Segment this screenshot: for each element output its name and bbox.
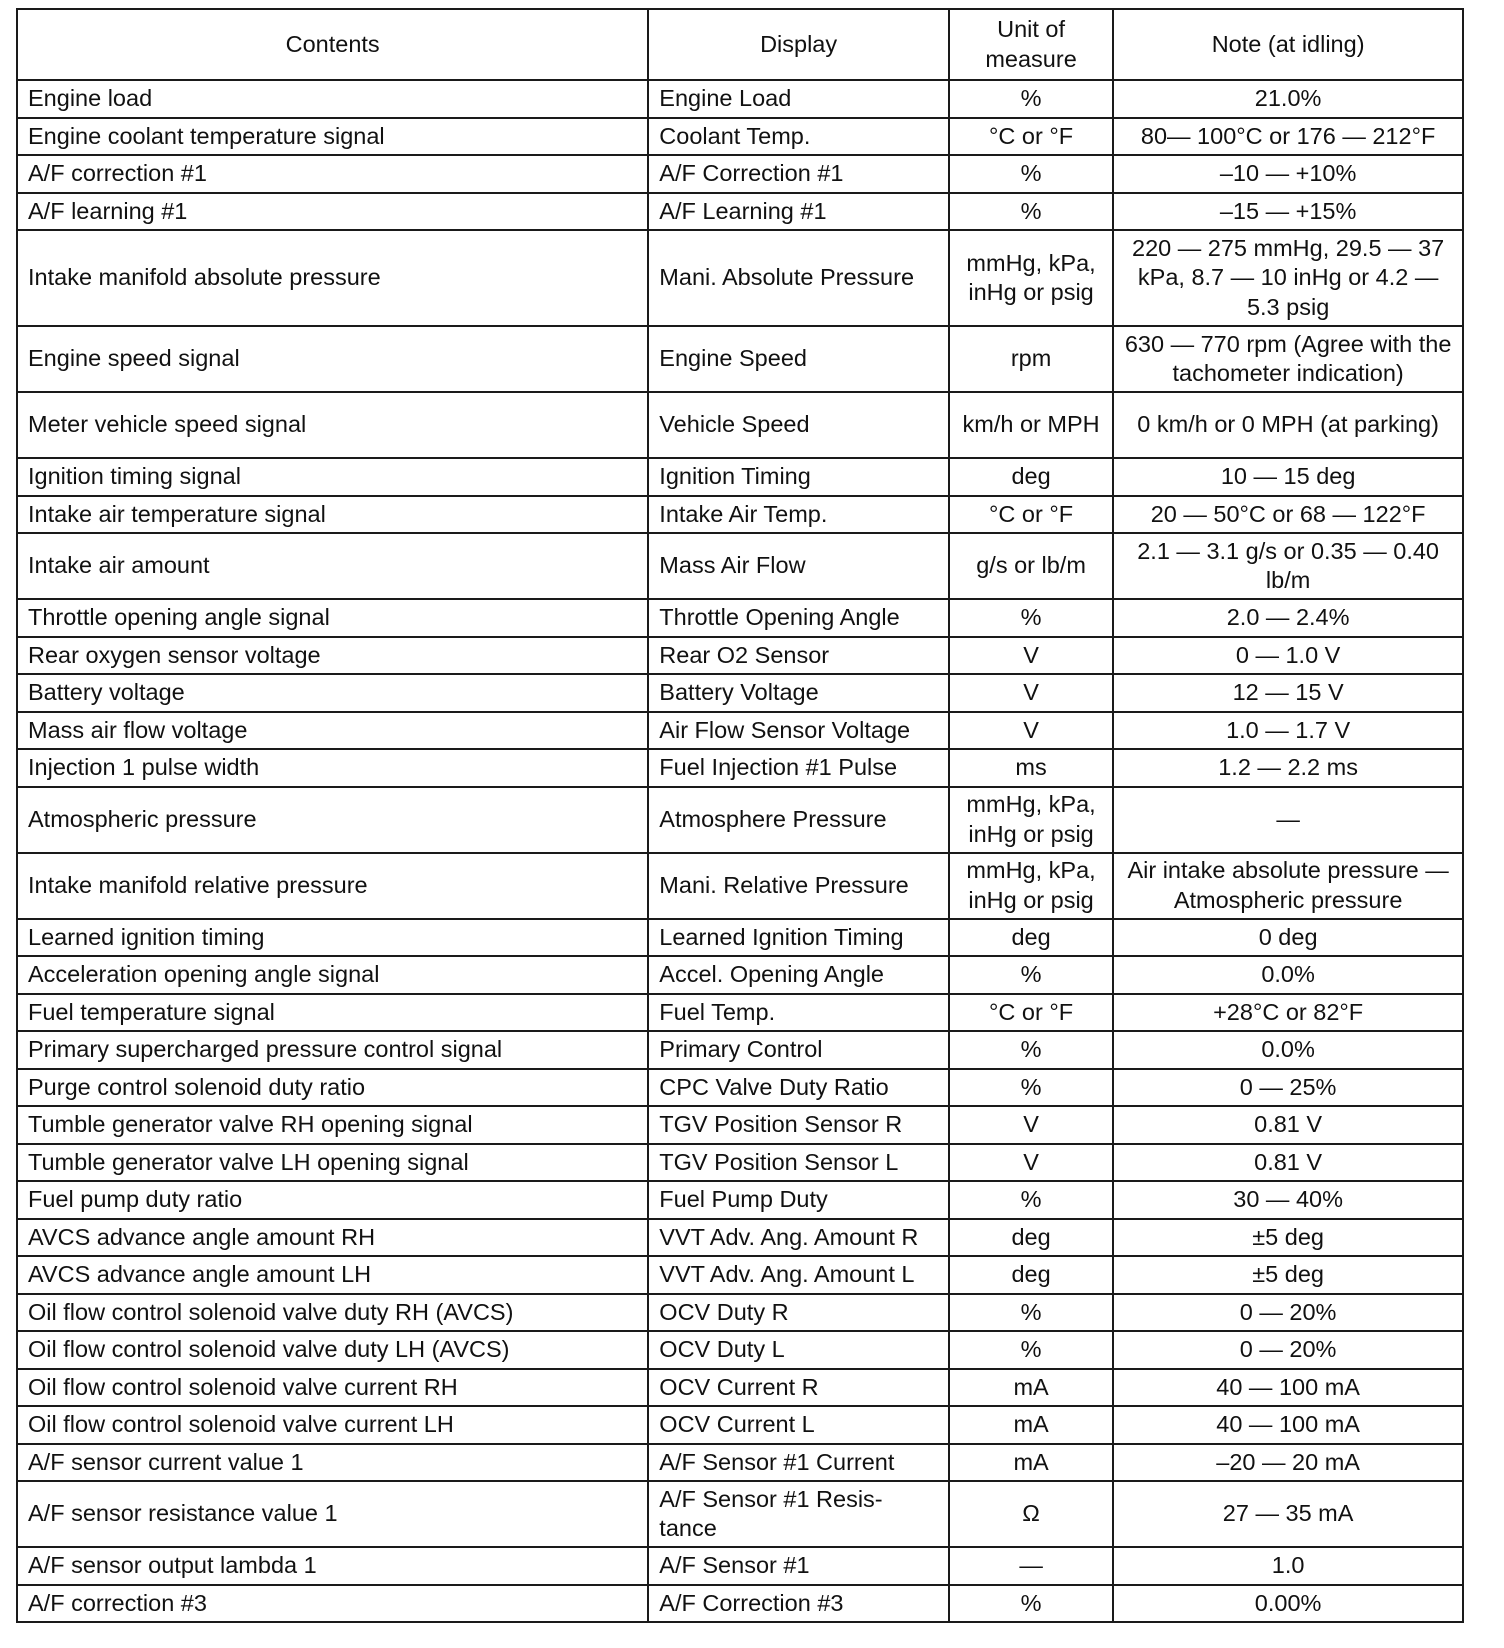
cell-unit: deg <box>949 919 1113 957</box>
cell-note: 2.0 — 2.4% <box>1113 599 1463 637</box>
cell-unit: % <box>949 1294 1113 1332</box>
cell-contents: Fuel temperature signal <box>17 994 648 1032</box>
cell-unit: °C or °F <box>949 994 1113 1032</box>
cell-contents: Oil flow control solenoid valve current LH <box>17 1406 648 1444</box>
cell-contents: Intake manifold absolute pressure <box>17 230 648 326</box>
cell-display: Mani. Absolute Pressure <box>648 230 949 326</box>
cell-unit: V <box>949 1106 1113 1144</box>
cell-contents: Intake air amount <box>17 533 648 599</box>
table-row <box>17 1585 1463 1623</box>
cell-note: ±5 deg <box>1113 1219 1463 1257</box>
table-row <box>17 1547 1463 1585</box>
cell-note: 0 — 20% <box>1113 1331 1463 1369</box>
cell-display: A/F Learning #1 <box>648 193 949 231</box>
table-row <box>17 1444 1463 1482</box>
cell-note: 0.81 V <box>1113 1106 1463 1144</box>
header-unit: Unit of measure <box>949 9 1113 80</box>
cell-note: 630 — 770 rpm (Agree with the tachometer indication) <box>1113 326 1463 392</box>
data-monitor-table <box>16 8 1464 1623</box>
cell-unit: V <box>949 712 1113 750</box>
cell-contents: Learned ignition timing <box>17 919 648 957</box>
cell-unit: Ω <box>949 1481 1113 1547</box>
cell-display: Coolant Temp. <box>648 118 949 156</box>
cell-note: 1.0 — 1.7 V <box>1113 712 1463 750</box>
table-row <box>17 458 1463 496</box>
cell-display: Throttle Opening Angle <box>648 599 949 637</box>
cell-display: Vehicle Speed <box>648 392 949 458</box>
cell-note: 20 — 50°C or 68 — 122°F <box>1113 496 1463 534</box>
cell-contents: A/F learning #1 <box>17 193 648 231</box>
cell-contents: Intake manifold relative pressure <box>17 853 648 919</box>
cell-unit: % <box>949 193 1113 231</box>
table-row <box>17 1256 1463 1294</box>
cell-note: 220 — 275 mmHg, 29.5 — 37 kPa, 8.7 — 10 inHg or 4.2 — 5.3 psig <box>1113 230 1463 326</box>
cell-display: Mass Air Flow <box>648 533 949 599</box>
cell-note: –15 — +15% <box>1113 193 1463 231</box>
header-display: Display <box>648 9 949 80</box>
cell-display: Learned Ignition Timing <box>648 919 949 957</box>
cell-unit: km/h or MPH <box>949 392 1113 458</box>
table-row <box>17 1144 1463 1182</box>
cell-contents: Injection 1 pulse width <box>17 749 648 787</box>
cell-contents: Primary supercharged pressure control signal <box>17 1031 648 1069</box>
cell-unit: % <box>949 1031 1113 1069</box>
table-body <box>17 80 1463 1622</box>
cell-display: Engine Speed <box>648 326 949 392</box>
cell-display: A/F Sensor #1 <box>648 1547 949 1585</box>
cell-display: A/F Correction #1 <box>648 155 949 193</box>
cell-note: 10 — 15 deg <box>1113 458 1463 496</box>
cell-note: 0 — 20% <box>1113 1294 1463 1332</box>
cell-display: TGV Position Sensor R <box>648 1106 949 1144</box>
table-row <box>17 994 1463 1032</box>
cell-unit: °C or °F <box>949 496 1113 534</box>
cell-note: 27 — 35 mA <box>1113 1481 1463 1547</box>
cell-note: 0 — 25% <box>1113 1069 1463 1107</box>
cell-display: Atmosphere Pressure <box>648 787 949 853</box>
cell-display: Battery Voltage <box>648 674 949 712</box>
table-row <box>17 1181 1463 1219</box>
cell-note: 1.2 — 2.2 ms <box>1113 749 1463 787</box>
cell-display: Air Flow Sensor Voltage <box>648 712 949 750</box>
cell-unit: V <box>949 674 1113 712</box>
cell-note: –20 — 20 mA <box>1113 1444 1463 1482</box>
table-row <box>17 533 1463 599</box>
cell-unit: % <box>949 956 1113 994</box>
table-row <box>17 1331 1463 1369</box>
cell-display: Accel. Opening Angle <box>648 956 949 994</box>
cell-contents: A/F sensor current value 1 <box>17 1444 648 1482</box>
table-row <box>17 118 1463 156</box>
cell-display: Fuel Injection #1 Pulse <box>648 749 949 787</box>
cell-contents: Engine load <box>17 80 648 118</box>
cell-note: 0 km/h or 0 MPH (at parking) <box>1113 392 1463 458</box>
cell-contents: Engine speed signal <box>17 326 648 392</box>
cell-display: CPC Valve Duty Ratio <box>648 1069 949 1107</box>
table-row <box>17 1106 1463 1144</box>
cell-display: Intake Air Temp. <box>648 496 949 534</box>
cell-unit: rpm <box>949 326 1113 392</box>
cell-display: VVT Adv. Ang. Amount R <box>648 1219 949 1257</box>
header-note: Note (at idling) <box>1113 9 1463 80</box>
table-row <box>17 155 1463 193</box>
cell-contents: Mass air flow voltage <box>17 712 648 750</box>
cell-contents: Tumble generator valve LH opening signal <box>17 1144 648 1182</box>
table-row <box>17 1294 1463 1332</box>
cell-unit: mA <box>949 1406 1113 1444</box>
cell-contents: A/F sensor output lambda 1 <box>17 1547 648 1585</box>
cell-contents: Fuel pump duty ratio <box>17 1181 648 1219</box>
cell-unit: ms <box>949 749 1113 787</box>
cell-display: Fuel Pump Duty <box>648 1181 949 1219</box>
cell-display: OCV Duty L <box>648 1331 949 1369</box>
cell-unit: mA <box>949 1444 1113 1482</box>
cell-note: 0.00% <box>1113 1585 1463 1623</box>
cell-unit: V <box>949 1144 1113 1182</box>
cell-contents: AVCS advance angle amount LH <box>17 1256 648 1294</box>
table-row <box>17 1031 1463 1069</box>
cell-contents: A/F correction #3 <box>17 1585 648 1623</box>
table-row <box>17 853 1463 919</box>
cell-display: VVT Adv. Ang. Amount L <box>648 1256 949 1294</box>
table-row <box>17 712 1463 750</box>
cell-unit: deg <box>949 1256 1113 1294</box>
cell-note: 0 — 1.0 V <box>1113 637 1463 675</box>
cell-display: A/F Sensor #1 Resis-tance <box>648 1481 949 1547</box>
cell-unit: % <box>949 1181 1113 1219</box>
table-row <box>17 496 1463 534</box>
table-row <box>17 674 1463 712</box>
cell-contents: Throttle opening angle signal <box>17 599 648 637</box>
cell-contents: Acceleration opening angle signal <box>17 956 648 994</box>
table-row <box>17 1369 1463 1407</box>
cell-unit: mA <box>949 1369 1113 1407</box>
cell-note: ±5 deg <box>1113 1256 1463 1294</box>
cell-display: Ignition Timing <box>648 458 949 496</box>
header-contents: Contents <box>17 9 648 80</box>
cell-contents: Oil flow control solenoid valve duty LH (AVCS) <box>17 1331 648 1369</box>
cell-contents: Purge control solenoid duty ratio <box>17 1069 648 1107</box>
table-row <box>17 230 1463 326</box>
cell-contents: Oil flow control solenoid valve duty RH (AVCS) <box>17 1294 648 1332</box>
cell-display: OCV Duty R <box>648 1294 949 1332</box>
table-row <box>17 919 1463 957</box>
table-row <box>17 1219 1463 1257</box>
cell-note: 40 — 100 mA <box>1113 1406 1463 1444</box>
cell-note: –10 — +10% <box>1113 155 1463 193</box>
cell-unit: mmHg, kPa, inHg or psig <box>949 787 1113 853</box>
cell-contents: Tumble generator valve RH opening signal <box>17 1106 648 1144</box>
cell-contents: Rear oxygen sensor voltage <box>17 637 648 675</box>
table-row <box>17 1069 1463 1107</box>
cell-display: OCV Current L <box>648 1406 949 1444</box>
cell-unit: % <box>949 1585 1113 1623</box>
header-row <box>17 9 1463 80</box>
cell-note: 0 deg <box>1113 919 1463 957</box>
cell-display: TGV Position Sensor L <box>648 1144 949 1182</box>
cell-note: 0.81 V <box>1113 1144 1463 1182</box>
cell-note: 30 — 40% <box>1113 1181 1463 1219</box>
cell-unit: mmHg, kPa, inHg or psig <box>949 853 1113 919</box>
table-row <box>17 637 1463 675</box>
table-row <box>17 787 1463 853</box>
cell-unit: % <box>949 1069 1113 1107</box>
cell-contents: Ignition timing signal <box>17 458 648 496</box>
cell-unit: % <box>949 155 1113 193</box>
cell-note: 0.0% <box>1113 956 1463 994</box>
cell-display: A/F Sensor #1 Current <box>648 1444 949 1482</box>
cell-unit: °C or °F <box>949 118 1113 156</box>
cell-unit: V <box>949 637 1113 675</box>
cell-display: Engine Load <box>648 80 949 118</box>
cell-contents: AVCS advance angle amount RH <box>17 1219 648 1257</box>
cell-unit: deg <box>949 1219 1113 1257</box>
cell-display: Primary Control <box>648 1031 949 1069</box>
cell-contents: Atmospheric pressure <box>17 787 648 853</box>
cell-contents: Meter vehicle speed signal <box>17 392 648 458</box>
cell-note: — <box>1113 787 1463 853</box>
cell-note: 80— 100°C or 176 — 212°F <box>1113 118 1463 156</box>
cell-unit: mmHg, kPa, inHg or psig <box>949 230 1113 326</box>
cell-display: OCV Current R <box>648 1369 949 1407</box>
cell-unit: — <box>949 1547 1113 1585</box>
cell-unit: % <box>949 80 1113 118</box>
cell-display: Rear O2 Sensor <box>648 637 949 675</box>
cell-note: 1.0 <box>1113 1547 1463 1585</box>
cell-unit: g/s or lb/m <box>949 533 1113 599</box>
table-row <box>17 392 1463 458</box>
cell-display: Mani. Relative Pressure <box>648 853 949 919</box>
cell-contents: Battery voltage <box>17 674 648 712</box>
cell-contents: Oil flow control solenoid valve current RH <box>17 1369 648 1407</box>
cell-note: 12 — 15 V <box>1113 674 1463 712</box>
table-row <box>17 80 1463 118</box>
cell-note: 0.0% <box>1113 1031 1463 1069</box>
table-row <box>17 1406 1463 1444</box>
cell-note: 40 — 100 mA <box>1113 1369 1463 1407</box>
cell-contents: A/F correction #1 <box>17 155 648 193</box>
table-row <box>17 956 1463 994</box>
cell-unit: % <box>949 1331 1113 1369</box>
cell-contents: Engine coolant temperature signal <box>17 118 648 156</box>
table-row <box>17 193 1463 231</box>
cell-contents: Intake air temperature signal <box>17 496 648 534</box>
cell-display: Fuel Temp. <box>648 994 949 1032</box>
cell-display: A/F Correction #3 <box>648 1585 949 1623</box>
cell-note: Air intake absolute pressure — Atmospheric pressure <box>1113 853 1463 919</box>
cell-note: +28°C or 82°F <box>1113 994 1463 1032</box>
cell-unit: deg <box>949 458 1113 496</box>
table-row <box>17 749 1463 787</box>
table-row <box>17 1481 1463 1547</box>
cell-note: 21.0% <box>1113 80 1463 118</box>
table-row <box>17 326 1463 392</box>
cell-contents: A/F sensor resistance value 1 <box>17 1481 648 1547</box>
cell-note: 2.1 — 3.1 g/s or 0.35 — 0.40 lb/m <box>1113 533 1463 599</box>
cell-unit: % <box>949 599 1113 637</box>
table-row <box>17 599 1463 637</box>
